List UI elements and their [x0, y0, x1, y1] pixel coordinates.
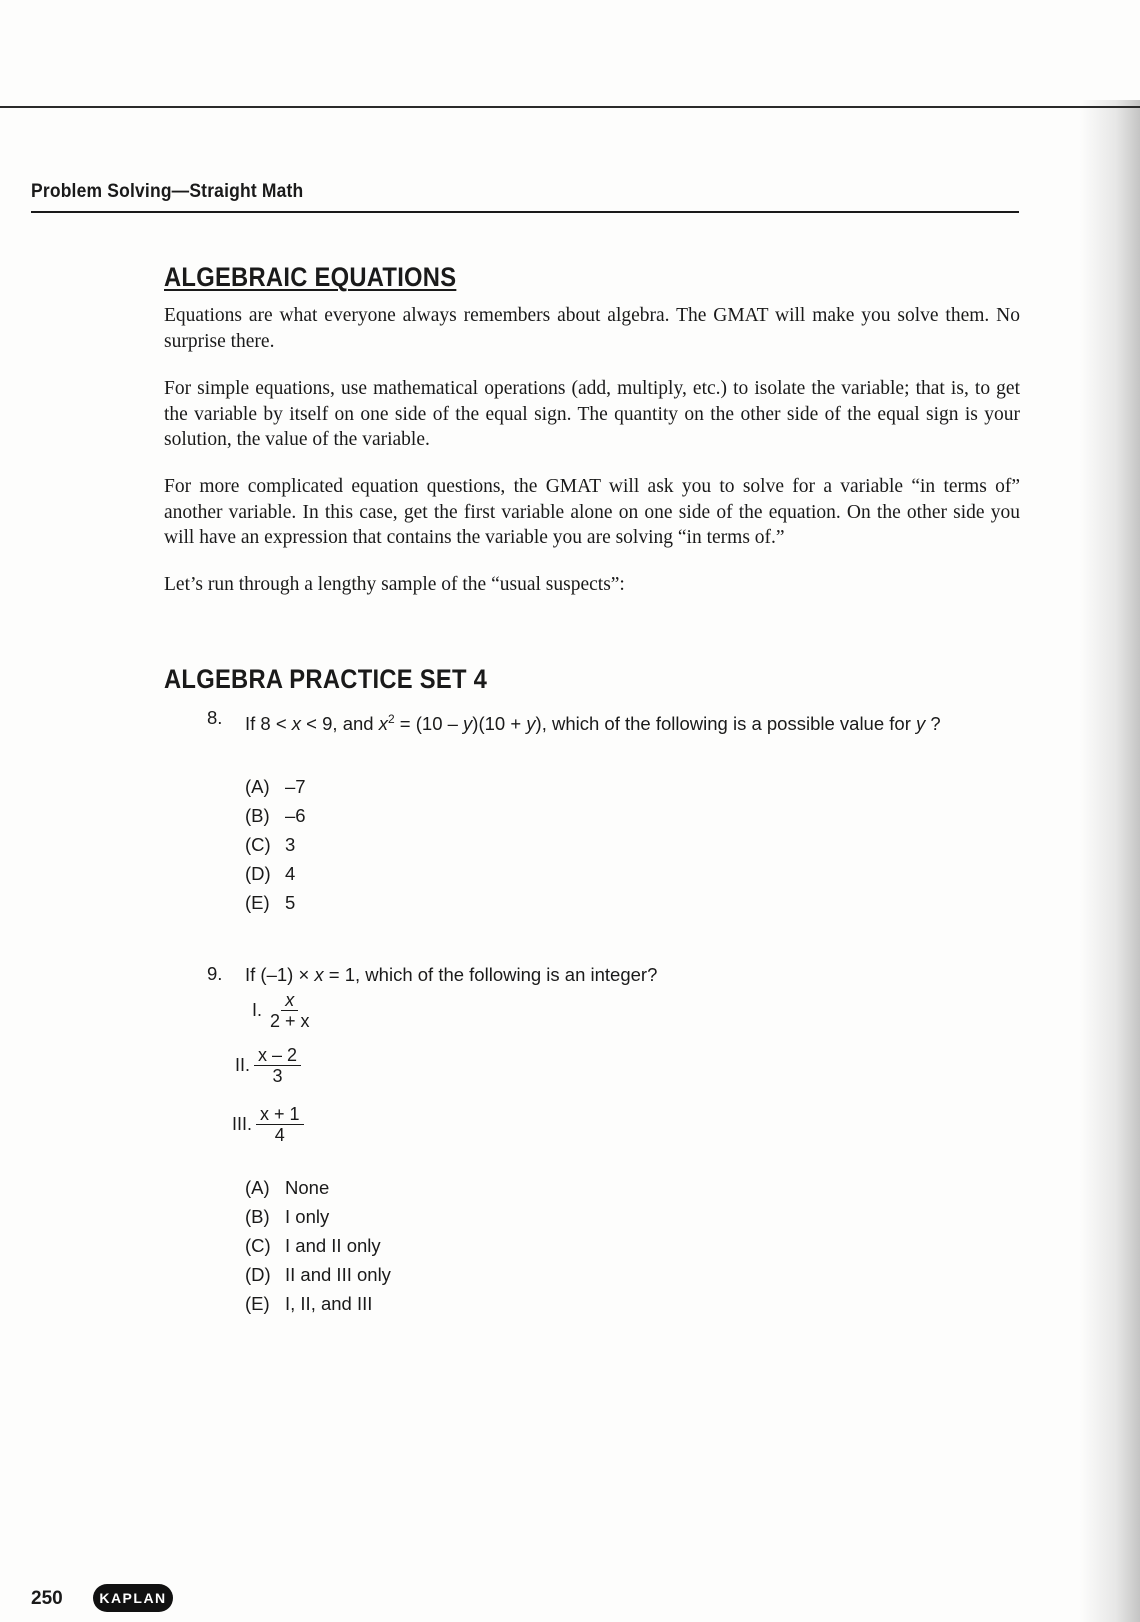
answer-choice: (E) I, II, and III [245, 1293, 373, 1314]
question-text: If (–1) × x = 1, which of the following is an integer? [245, 964, 658, 985]
top-rule [0, 106, 1140, 108]
paragraph-4: Let’s run through a lengthy sample of the “usual suspects”: [164, 574, 625, 595]
question-number: 8. [207, 707, 223, 728]
paragraph-2: For simple equations, use mathematical operations (add, multiply, etc.) to isolate the variable; that is, to get the variable by itself on one side of the equal sign. The quantity on the other side of the equal sign is your solution, the value of the variable. [164, 378, 1020, 450]
fraction: $\frac{x + 1}{4}$ [256, 1104, 304, 1145]
question-9 [0, 963, 1000, 993]
answer-choice: (B) I only [245, 1206, 330, 1227]
answer-choice: (C) I and II only [245, 1235, 381, 1256]
answer-choice: (A) None [245, 1177, 330, 1198]
question-text: If 8 < x < 9, and $x^2 = (10 - y)(10 + y)$, which of the following is a possible value for y ? [245, 712, 941, 735]
question-8 [0, 707, 1000, 767]
answer-choice: (E) 5 [245, 892, 296, 913]
roman-option-ii: II. $\frac{x - 2}{3}$ [235, 1045, 301, 1086]
answer-choice: (D) II and III only [245, 1264, 391, 1285]
roman-option-i: I. $\frac{x}{2 + x}$ [252, 990, 314, 1031]
answer-choice: (D) 4 [245, 863, 296, 884]
paragraph-3: For more complicated equation questions, the GMAT will ask you to solve for a variable “in terms of” another variable. In this case, get the first variable alone on one side of the equation. On the other side you will have an expression that contains the variable you are solving “in terms of.” [164, 476, 1020, 548]
roman-option-iii: III. $\frac{x + 1}{4}$ [232, 1104, 304, 1145]
fraction: $\frac{x}{2 + x}$ [270, 990, 310, 1031]
scan-edge-shadow [1080, 100, 1140, 1622]
paragraph-1: Equations are what everyone always remembers about algebra. The GMAT will make you solve them. No surprise there. [164, 305, 1020, 352]
answer-choice: (C) 3 [245, 834, 296, 855]
section-title-algebraic-equations: ALGEBRAIC EQUATIONS [164, 262, 457, 292]
answer-choice: (B) –6 [245, 805, 306, 826]
question-number: 9. [207, 963, 223, 984]
fraction: $\frac{x - 2}{3}$ [254, 1045, 301, 1086]
page-number: 250 [31, 1588, 63, 1609]
answer-choice: (A) –7 [245, 776, 306, 797]
header-rule [31, 211, 1019, 213]
kaplan-logo: KAPLAN [93, 1584, 173, 1612]
running-head: Problem Solving—Straight Math [31, 181, 304, 202]
section-title-practice-set: ALGEBRA PRACTICE SET 4 [164, 664, 488, 694]
